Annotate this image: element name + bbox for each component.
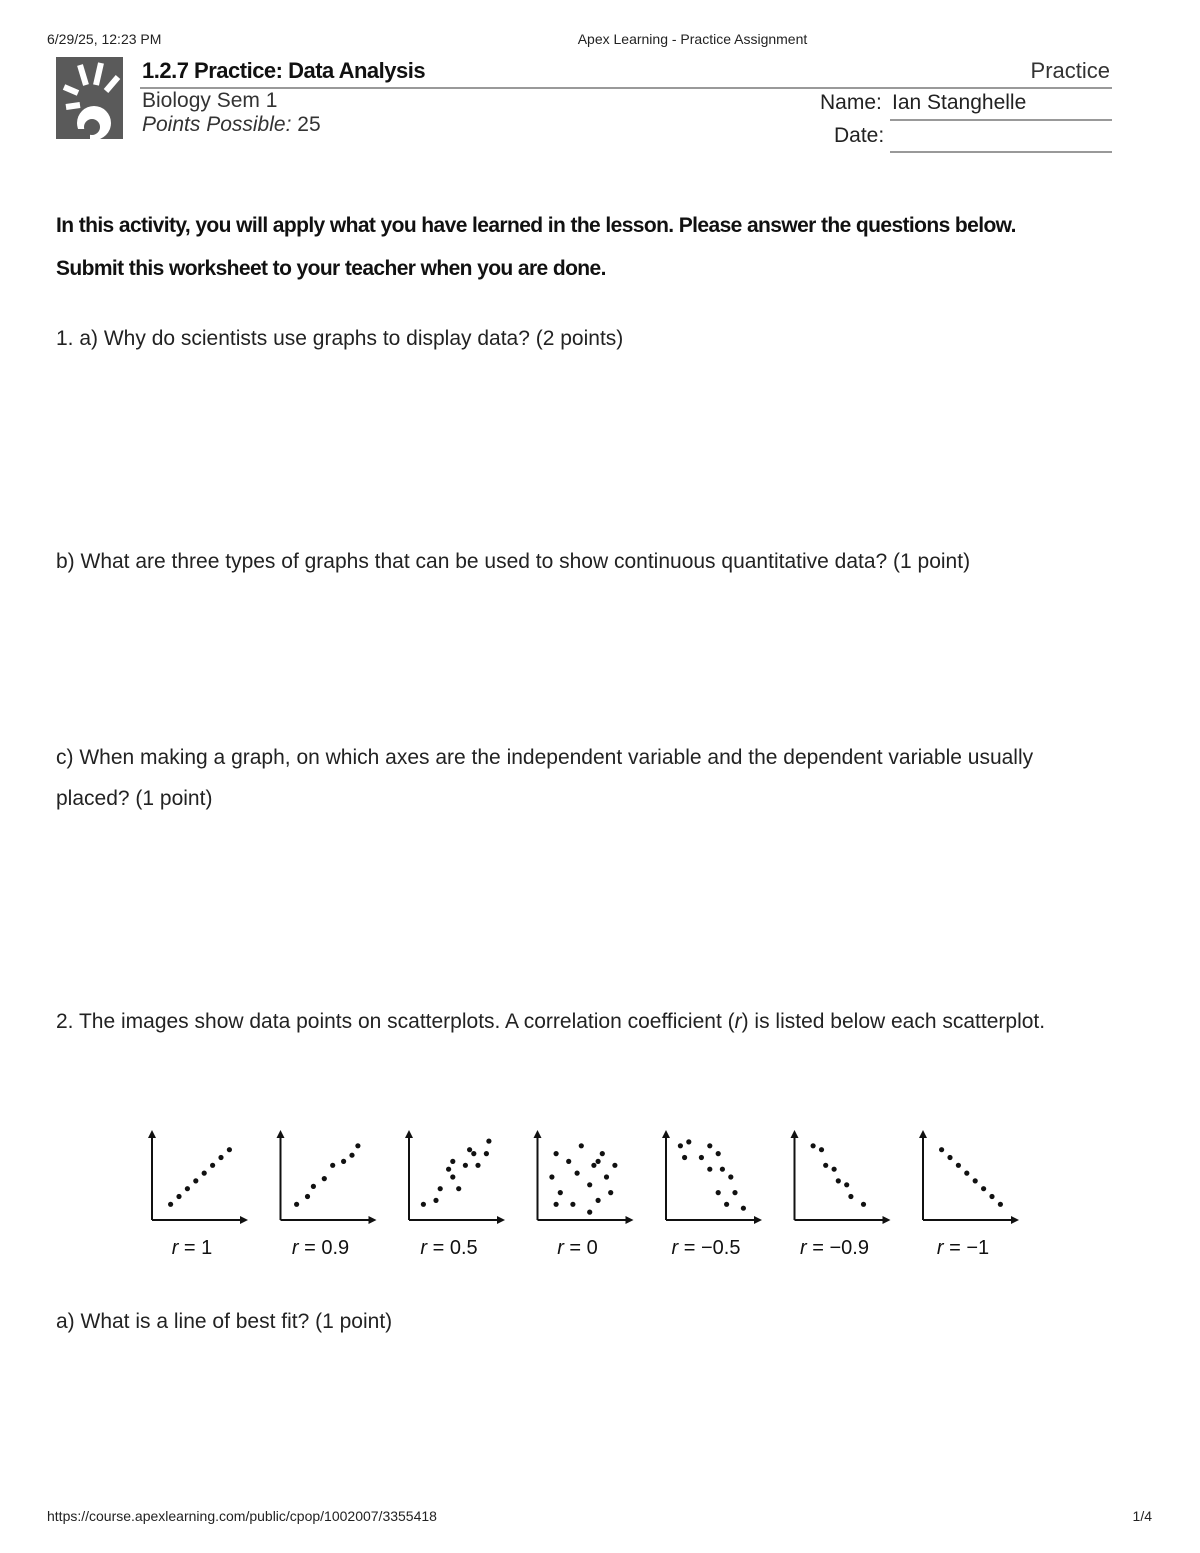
scatter-point — [305, 1194, 310, 1199]
scatter-point — [732, 1190, 737, 1195]
name-underline — [890, 119, 1112, 121]
scatter-point — [341, 1159, 346, 1164]
scatter-point — [973, 1178, 978, 1183]
scatter-point — [716, 1190, 721, 1195]
scatter-point — [554, 1151, 559, 1156]
scatterplot-panel — [919, 1130, 1019, 1259]
scatter-point — [587, 1182, 592, 1187]
scatter-point — [554, 1202, 559, 1207]
scatter-point — [682, 1155, 687, 1160]
scatter-point — [330, 1163, 335, 1168]
print-datetime: 6/29/25, 12:23 PM — [47, 31, 162, 47]
date-underline — [890, 151, 1112, 153]
scatter-point — [832, 1167, 837, 1172]
scatter-point — [294, 1202, 299, 1207]
scatter-point — [823, 1163, 828, 1168]
scatter-point — [596, 1198, 601, 1203]
scatter-point — [939, 1147, 944, 1152]
footer-url: https://course.apexlearning.com/public/cpop/1002007/3355418 — [47, 1508, 437, 1524]
question-2 — [56, 1001, 1066, 1042]
scatter-point — [467, 1147, 472, 1152]
x-axis-arrow-icon — [240, 1216, 248, 1224]
scatter-point — [558, 1190, 563, 1195]
scatter-point — [471, 1151, 476, 1156]
scatterplot-panel — [662, 1130, 762, 1259]
scatter-point — [716, 1151, 721, 1156]
scatter-point — [168, 1202, 173, 1207]
scatterplot-panel — [791, 1130, 891, 1259]
name-label: Name: — [820, 91, 882, 114]
scatter-point — [720, 1167, 725, 1172]
scatter-point — [596, 1159, 601, 1164]
scatter-point — [600, 1151, 605, 1156]
apex-sun-logo-icon — [56, 57, 123, 139]
scatter-point — [836, 1178, 841, 1183]
scatter-point — [707, 1143, 712, 1148]
x-axis-arrow-icon — [1011, 1216, 1019, 1224]
scatter-point — [844, 1182, 849, 1187]
scatter-point — [176, 1194, 181, 1199]
points-label: Points Possible: — [142, 113, 292, 136]
scatter-point — [956, 1163, 961, 1168]
scatter-point — [566, 1159, 571, 1164]
scatter-point — [433, 1198, 438, 1203]
scatter-point — [699, 1155, 704, 1160]
scatter-point — [811, 1143, 816, 1148]
correlation-label: r = −0.9 — [800, 1237, 869, 1259]
x-axis-arrow-icon — [497, 1216, 505, 1224]
x-axis-arrow-icon — [626, 1216, 634, 1224]
scatter-point — [604, 1174, 609, 1179]
scatter-point — [210, 1163, 215, 1168]
question-1c: c) When making a graph, on which axes are the independent variable and the dependent variable usually placed? (1 point) — [56, 746, 1034, 810]
scatter-point — [686, 1139, 691, 1144]
correlation-label: r = 0.5 — [420, 1237, 478, 1259]
points-possible — [142, 113, 321, 137]
scatter-point — [484, 1151, 489, 1156]
question-2-text-end: ) is listed below each scatterplot. — [741, 1010, 1046, 1033]
y-axis-arrow-icon — [405, 1130, 413, 1138]
scatter-point — [608, 1190, 613, 1195]
scatterplot-panel — [148, 1130, 248, 1259]
scatter-point — [741, 1206, 746, 1211]
x-axis-arrow-icon — [883, 1216, 891, 1224]
scatter-point — [989, 1194, 994, 1199]
scatter-point — [450, 1159, 455, 1164]
title-divider — [140, 87, 1112, 89]
scatter-point — [848, 1194, 853, 1199]
y-axis-arrow-icon — [662, 1130, 670, 1138]
question-1a: 1. a) Why do scientists use graphs to display data? (2 points) — [56, 327, 624, 350]
scatter-point — [322, 1176, 327, 1181]
question-2a: a) What is a line of best fit? (1 point) — [56, 1310, 393, 1333]
scatter-point — [218, 1155, 223, 1160]
scatter-point — [981, 1186, 986, 1191]
x-axis-arrow-icon — [369, 1216, 377, 1224]
scatter-point — [227, 1147, 232, 1152]
scatter-point — [964, 1171, 969, 1176]
scatter-point — [311, 1184, 316, 1189]
x-axis-arrow-icon — [754, 1216, 762, 1224]
date-label: Date: — [834, 124, 885, 147]
footer-page-number: 1/4 — [1132, 1508, 1152, 1524]
y-axis-arrow-icon — [791, 1130, 799, 1138]
course-name: Biology Sem 1 — [142, 89, 278, 112]
scatterplot-panel — [277, 1130, 377, 1259]
scatter-point — [587, 1210, 592, 1215]
question-2-text-start: 2. The images show data points on scatterplots. A correlation coefficient ( — [56, 1010, 735, 1033]
scatter-point — [456, 1186, 461, 1191]
y-axis-arrow-icon — [148, 1130, 156, 1138]
assignment-type: Practice — [1030, 58, 1110, 83]
scatter-point — [678, 1143, 683, 1148]
scatterplot-panel — [405, 1130, 505, 1259]
scatter-point — [549, 1174, 554, 1179]
scatter-point — [450, 1174, 455, 1179]
scatter-point — [861, 1202, 866, 1207]
scatter-point — [724, 1202, 729, 1207]
correlation-label: r = 0 — [557, 1237, 598, 1259]
assignment-title: 1.2.7 Practice: Data Analysis — [142, 58, 426, 83]
y-axis-arrow-icon — [277, 1130, 285, 1138]
scatter-point — [185, 1186, 190, 1191]
scatterplot-panel — [534, 1130, 634, 1259]
scatter-point — [947, 1155, 952, 1160]
scatter-point — [421, 1202, 426, 1207]
scatter-point — [446, 1167, 451, 1172]
scatter-point — [463, 1163, 468, 1168]
scatter-point — [612, 1163, 617, 1168]
scatter-point — [570, 1202, 575, 1207]
y-axis-arrow-icon — [534, 1130, 542, 1138]
scatterplot-figure — [140, 1122, 1030, 1262]
question-1b: b) What are three types of graphs that can be used to show continuous quantitative data? (1 point) — [56, 550, 971, 573]
scatter-point — [819, 1147, 824, 1152]
scatter-point — [355, 1143, 360, 1148]
name-field[interactable]: Ian Stanghelle — [892, 91, 1027, 114]
points-value: 25 — [297, 113, 321, 136]
instructions: In this activity, you will apply what you have learned in the lesson. Please answer the questions below. Submit this worksheet to your teacher when you are done. — [56, 214, 1016, 280]
scatter-point — [202, 1171, 207, 1176]
scatter-point — [579, 1143, 584, 1148]
correlation-label: r = −1 — [936, 1237, 990, 1259]
scatter-point — [591, 1163, 596, 1168]
question-2-variable: r — [734, 1010, 742, 1033]
scatter-point — [575, 1171, 580, 1176]
scatter-point — [728, 1174, 733, 1179]
scatter-point — [438, 1186, 443, 1191]
correlation-label: r = −0.5 — [671, 1237, 741, 1259]
scatter-point — [998, 1202, 1003, 1207]
y-axis-arrow-icon — [919, 1130, 927, 1138]
scatter-point — [707, 1167, 712, 1172]
scatter-point — [475, 1163, 480, 1168]
scatter-point — [193, 1178, 198, 1183]
scatter-point — [349, 1153, 354, 1158]
correlation-label: r = 1 — [171, 1237, 213, 1259]
correlation-label: r = 0.9 — [291, 1237, 350, 1259]
scatter-point — [486, 1139, 491, 1144]
print-page-title: Apex Learning - Practice Assignment — [577, 31, 808, 47]
